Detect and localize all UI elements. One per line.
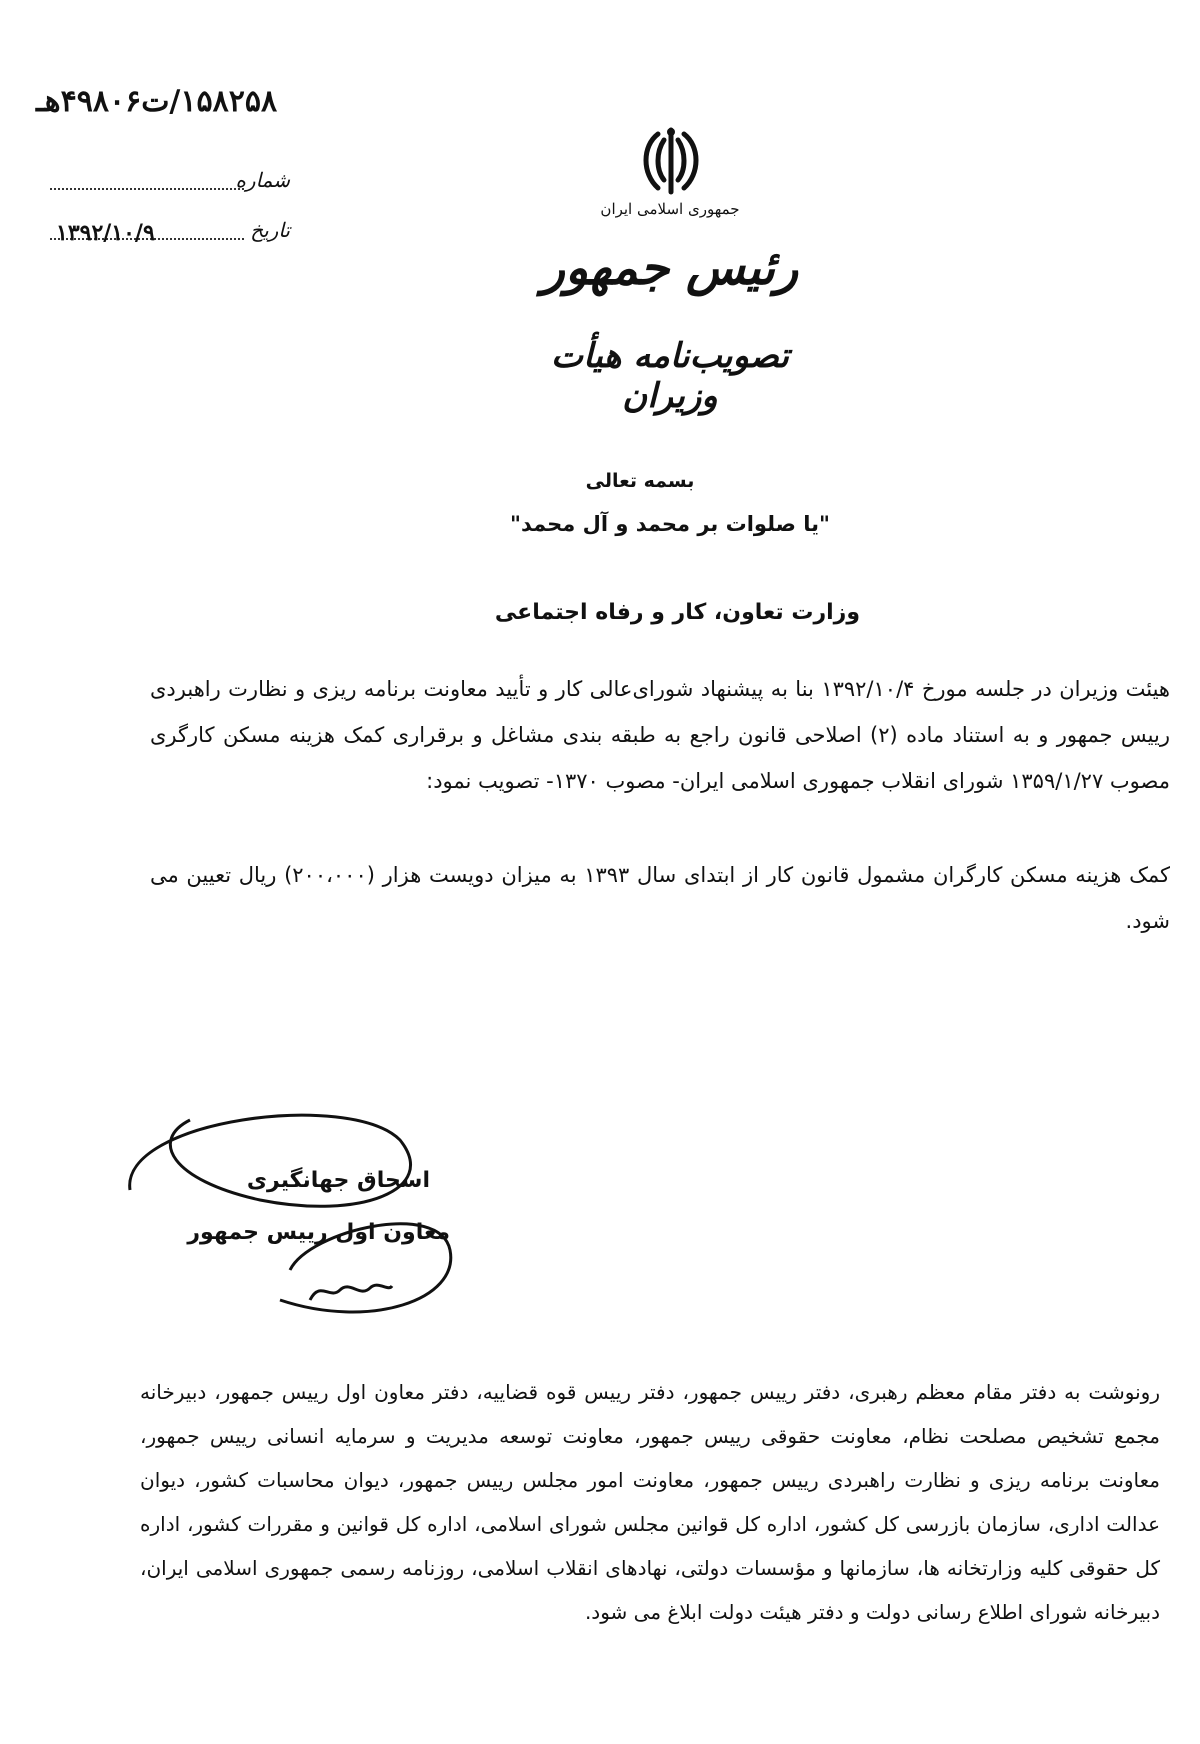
office-title: رئیس جمهور xyxy=(541,240,799,296)
country-name: جمهوری اسلامی ایران xyxy=(600,200,740,218)
salawat-line: "یا صلوات بر محمد و آل محمد" xyxy=(510,512,830,536)
copies-list: رونوشت به دفتر مقام معظم رهبری، دفتر رییس جمهور، دفتر رییس قوه قضاییه، دفتر معاون اول رییس جمهور، دبیرخانه مجمع تشخیص مصلحت نظام، معاونت حقوقی رییس جمهور، معاونت توسعه مدیریت و سرمایه انسانی رییس جمهور، معاونت برنامه ریزی و نظارت راهبردی رییس جمهور، معاونت امور مجلس رییس جمهور، دیوان محاسبات کشور، دیوان عدالت اداری، سازمان بازرسی کل کشور، اداره کل قوانین مجلس شورای اسلامی، اداره کل قوانین و مقررات کشور، اداره کل حقوقی کلیه وزارتخانه ها، سازمانها و مؤسسات دولتی، نهادهای انقلاب اسلامی، روزنامه رسمی جمهوری اسلامی ایران، دبیرخانه شورای اطلاع رسانی دولت و دفتر هیئت دولت ابلاغ می شود. xyxy=(140,1380,1160,1624)
number-label: شماره xyxy=(235,168,290,192)
recipient: وزارت تعاون، کار و رفاه اجتماعی xyxy=(494,600,860,625)
invocation: بسمه تعالی xyxy=(585,470,695,492)
decree-paragraph: هیئت وزیران در جلسه مورخ ۱۳۹۲/۱۰/۴ بنا به پیشنهاد شورای‌عالی کار و تأیید معاونت برنامه ریزی و نظارت راهبردی رییس جمهور و به استناد ماده (۲) اصلاحی قانون راجع به طبقه بندی مشاغل و برقراری کمک هزینه مسکن کارگری مصوب ۱۳۵۹/۱/۲۷ شورای انقلاب جمهوری اسلامی ایران- مصوب ۱۳۷۰- تصویب نمود: xyxy=(150,677,1171,793)
date-value: ۱۳۹۲/۱۰/۹ xyxy=(56,220,155,246)
decree-ruling: کمک هزینه مسکن کارگران مشمول قانون کار از ابتدای سال ۱۳۹۳ به میزان دویست هزار (۲۰۰،۰۰۰) ریال تعیین می شود. xyxy=(150,863,1171,933)
iran-emblem-icon xyxy=(628,122,714,202)
handwritten-signature xyxy=(300,1270,400,1310)
number-dotted-line xyxy=(50,188,244,190)
signer-name: اسحاق جهانگیری xyxy=(246,1168,430,1193)
reference-number: ۱۵۸۲۵۸/ت۴۹۸۰۶هـ xyxy=(36,84,278,119)
number-field xyxy=(50,168,290,202)
approval-title: تصویب‌نامه هیأت وزیران xyxy=(550,336,790,416)
date-field xyxy=(50,218,290,252)
date-label: تاریخ xyxy=(250,218,290,242)
signer-title: معاون اول رییس جمهور xyxy=(187,1220,450,1245)
